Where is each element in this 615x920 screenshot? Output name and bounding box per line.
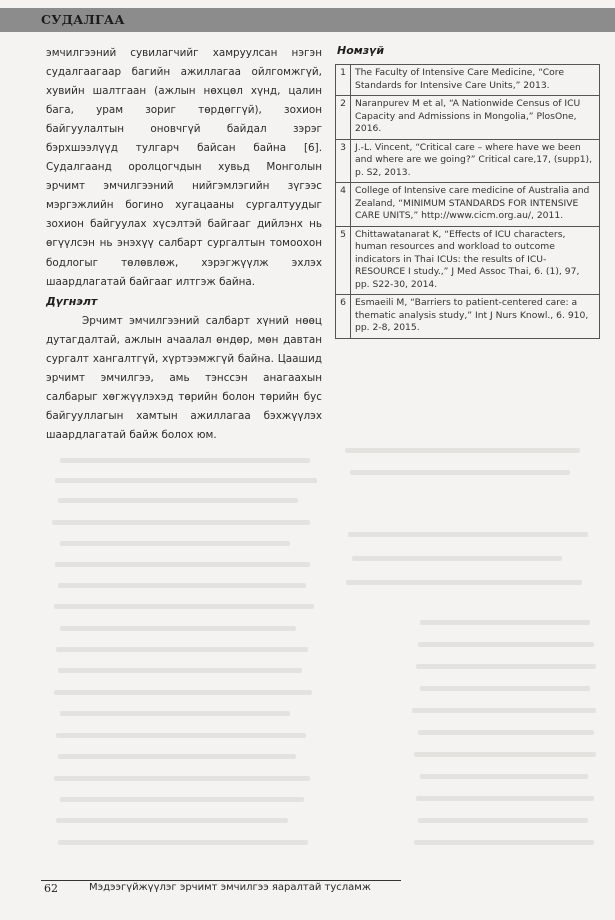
page-number: 62 — [44, 882, 58, 895]
reference-number: 2 — [336, 96, 351, 140]
right-column — [335, 44, 600, 339]
conclusion-heading: Дүгнэлт — [46, 294, 98, 308]
conclusion-paragraph: Эрчимт эмчилгээний салбарт хүний нөөц дутагдалтай, ажлын ачаалал өндөр, мөн давтан сургалт хангалтгүй, хүртээмжгүй байна. Цаашид эрчимт эмчилгээ, амь тэнссэн анагаахын салбарыг хөгжүүлэхэд төрийн болон төрийн бус байгууллагын хамтын ажиллагаа бэхжүүлэх шаардлагатай байж болох юм. — [46, 314, 322, 441]
section-label: СУДАЛГАА — [41, 12, 125, 27]
journal-title: Мэдээгүйжүүлэг эрчимт эмчилгээ яаралтай тусламж — [89, 882, 371, 893]
reference-text: Naranpurev M et al, “A Nationwide Census of ICU Capacity and Admissions in Mongolia,” PlosOne, 2016. — [351, 96, 600, 140]
references-table — [335, 64, 600, 339]
reference-text: The Faculty of Intensive Care Medicine, “Core Standards for Intensive Care Units,” 2013. — [351, 65, 600, 96]
references-heading: Номзүй — [337, 44, 385, 57]
reference-number: 5 — [336, 226, 351, 295]
reference-row — [336, 295, 600, 339]
reference-number: 3 — [336, 139, 351, 183]
reference-number: 6 — [336, 295, 351, 339]
reference-text: Chittawatanarat K, “Effects of ICU characters, human resources and workload to outcome indicators in Thai ICUs: the results of ICU-RESOURCE I study.,” J Med Assoc Thai, 6. (1), 97, pp. S22-30, 2014. — [351, 226, 600, 295]
reference-text: College of Intensive care medicine of Australia and Zealand, “MINIMUM STANDARDS FOR INTENSIVE CARE UNITS,” http://www.cicm.org.au/, 2011. — [351, 183, 600, 227]
reference-row — [336, 65, 600, 96]
footer-rule — [41, 880, 401, 881]
reference-row — [336, 183, 600, 227]
reference-row — [336, 139, 600, 183]
reference-number: 4 — [336, 183, 351, 227]
section-header-band — [0, 8, 615, 32]
reference-text: J.-L. Vincent, “Critical care – where have we been and where are we going?” Critical care,17, (supp1), p. S2, 2013. — [351, 139, 600, 183]
body-paragraph-1: эмчилгээний сувилагчийг хамруулсан нэгэн судалгаагаар багийн ажиллагаа ойлгомжгүй, хувийн шалтгаан (ажлын нөхцөл хүнд, цалин бага, урам зориг төрдөггүй), зохион байгуулалтын оновчгүй байдал зэрэг бэрхшээлүүд тулгарч байсан байна [6]. Судалгаанд оролцогчдын хувьд Монголын эрчимт эмчилгээний нийгэмлэгийн зүгээс мэргэжлийн богино хугацааны сургалтуудыг зохион байгуулах хүсэлтэй байгааг дийлэнх нь өгүүлсэн нь энэхүү салбарт сургалтын томоохон бодлогыг төлөвлөж, хэрэгжүүлж эхлэх шаардлагатай байгааг илтгэж байна. — [46, 47, 322, 288]
left-column — [46, 44, 322, 445]
reference-text: Esmaeili M, “Barriers to patient-centered care: a thematic analysis study,” Int J Nurs Knowl., 6. 910, pp. 2-8, 2015. — [351, 295, 600, 339]
reference-row — [336, 96, 600, 140]
reference-row — [336, 226, 600, 295]
reference-number: 1 — [336, 65, 351, 96]
